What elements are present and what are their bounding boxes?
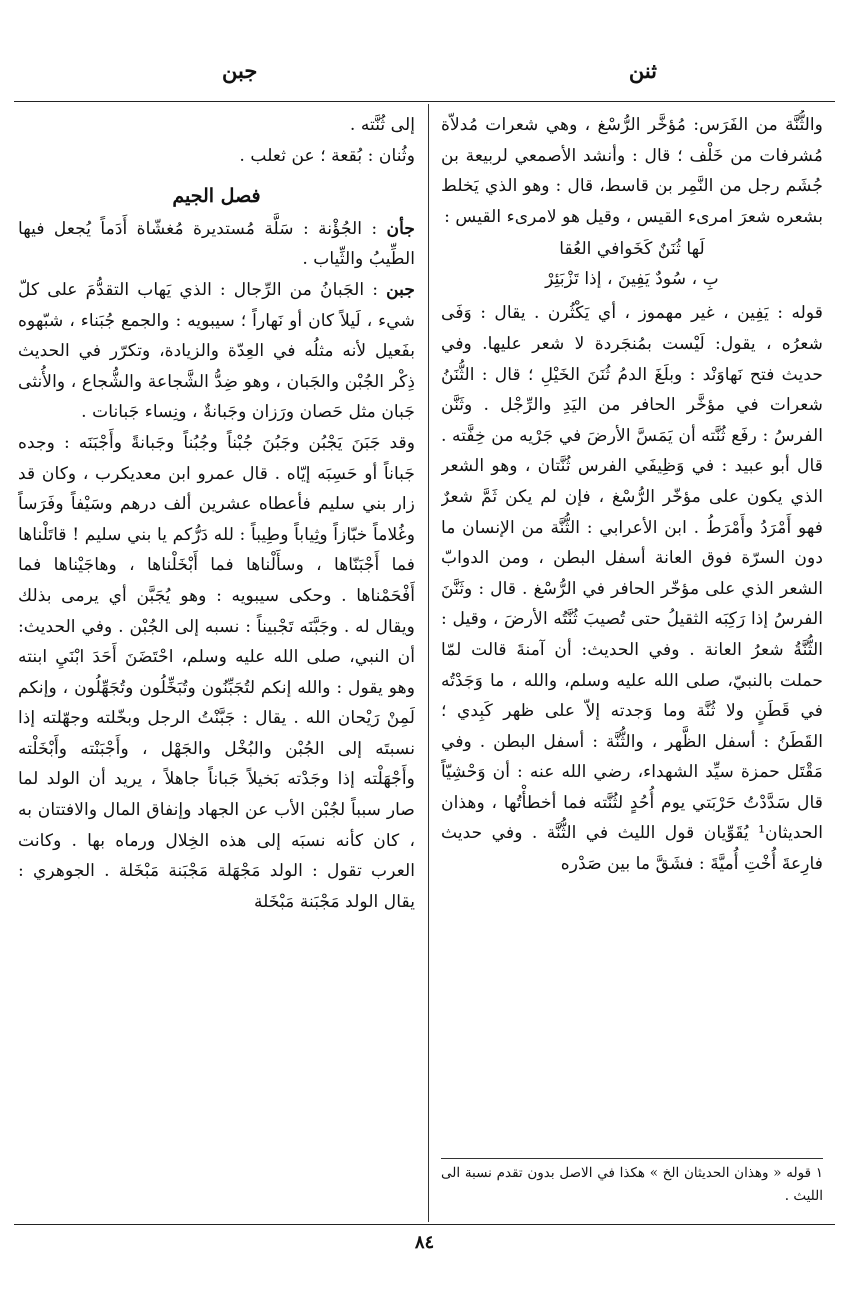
page-header	[0, 58, 849, 88]
verse	[441, 234, 823, 294]
entry-jabn	[18, 275, 415, 428]
left-column	[18, 110, 415, 1210]
entry-head-jabn: جبن	[386, 279, 415, 300]
right-paragraph-2: قوله : يَفِين ، غير مهموز ، أي يَكْثُرن . يقال : وَفَى شعرُه ، يقول: لَيْست بمُنجَردة لا شعر عليها. وفي حديث فتح نَهاوَنْد : وبلَغَ الدمُ ثُنَنَ الخَيْلِ ؛ قال : الثُّنَنُ شعرات في مؤخَّر الحافر من اليَدِ والرِّجْل . وثَنَّن الفرسُ : رفَع ثُنَّته أن يَمَسَّ الأرضَ في جَرْيه من خِفَّته . قال أبو عبيد : في وَظِيفَي الفرس ثُنَّتان ، وهو الشعر الذي يكون على مؤخّر الرُّسْغ ، فإن لم يكن ثَمَّ شعرٌ فهو أَمْرَدُ وأَمْرَطُ . ابن الأعرابي : الثُّنَّة من الإنسان ما دون السرّة فوق العانة أسفل البطن ، ومن الدوابّ الشعر الذي على مؤخّر الحافر في الرُّسْغ . قال : وثَنَّنَ الفرسُ إذا رَكِبَه الثقيلُ حتى تُصيبَ ثُنَّتُه الأرضَ ، وقيل : الثُّنَّةُ شعرُ العانة . وفي الحديث: أن آمنةَ قالت لمّا حملت بالنبيّ، صلى الله عليه وسلم، والله ، ما وَجَدْتُه في قَطَنٍ ولا ثُنَّة وما وَجدته إلاّ على ظهر كَبِدي ؛ القَطَنُ : أسفل الظَّهر ، والثُّنَّة : أسفل البطن . وفي مَقْتَل حمزة سيِّد الشهداء، رضي الله عنه : أن وَحْشِيّاً قال سَدَّدْتُ حَرْبَتي يوم أُحُدٍ لثُنَّته فما أخطأْتُها ، وهذان الحديثان¹ يُقَوِّيان قول الليث في الثُّنَّة . وفي حديث فارِعةَ أُخْتِ أُميَّةَ : فشَقَّ ما بين صَدْره	[441, 303, 823, 875]
page-number: ٨٤	[414, 1232, 435, 1253]
header-root-word-right: ثنن	[628, 58, 657, 83]
section-title: فصل الجيم	[172, 185, 261, 208]
right-column	[441, 110, 823, 1150]
footer-divider	[14, 1224, 835, 1225]
left-paragraph-3: وقد جَبَنَ يَجْبُن وجَبُنَ جُبْناً وجُبُناً وجَبانةً وأَجْبَنَه : وجده جَباناً أو حَسِبَه إيّاه . قال عمرو ابن معديكرب ، وكان قد زار بني سليم فأعطاه عشرين ألف درهم وسَيْفاً وفَرَساً وغُلاماً خبّازاً وثِياباً وطِيباً : لله دَرُّكم يا بني سليم ! قاتَلْناها فما أَجْبَنّاها ، وسأَلْناها فما أَبْخَلْناها ، وهاجَيْناها فما أَفْحَمْناها . وحكى سيبويه : وهو يُجَبَّن أي يرمى بذلك ويقال له . وجَبَّنَه تَجْبيناً : نسبه إلى الجُبْن . وفي الحديث: أن النبي، صلى الله عليه وسلم، احْتَضَنَ أَحَدَ ابْنَيِ ابنته وهو يقول : والله إنكم لتُجَبِّنُون وتُبَخِّلُون وتُجَهِّلُون ، وإنكم لَمِنْ رَيْحان الله . يقال : جَبَّنْتُ الرجل وبخّلته وجهّلته إذا نسبتَه إلى الجُبْن والبُخْل والجَهْل ، وأَجْبَنْته وأَبْخَلْته وأَجْهَلْته إذا وجَدْته بَخيلاً جَباناً جاهلاً ، يريد أن الولد لما صار سبباً لجُبْن الأب عن الجهاد وإنفاق المال والافتتان به ، كان كأنه نسبَه إلى هذه الخِلال ورماه بها . وكانت العرب تقول : الولد مَجْهَلة مَجْبَنة مَبْخَلة . الجوهري : يقال الولد مَجْبَنة مَبْخَلة	[18, 432, 415, 912]
entry-jan	[18, 214, 415, 275]
verse-line-1: لَها ثُنَنٌ كَخَوافي العُقا	[559, 239, 705, 260]
verse-line-2: بِ ، سُودٌ يَفِينَ ، إذا تَزْبَئِرْ	[545, 269, 719, 290]
header-divider	[14, 101, 835, 102]
footnote-divider	[441, 1158, 823, 1159]
footnote: ١ قوله « وهذان الحديثان الخ » هكذا في الاصل بدون تقدم نسبة الى الليث .	[441, 1165, 823, 1204]
column-divider	[428, 104, 429, 1222]
left-paragraph-2: وثُنان : بُقعة ؛ عن ثعلب .	[239, 145, 415, 166]
entry-text-jabn: : الجَبانُ من الرِّجال : الذي يَهاب التقدُّمَ على كلّ شيء ، لَيلاً كان أو نَهاراً ؛ سيبويه : والجمع جُبَناء ، شبّهوه بفَعيل لأنه مثلُه في العِدّة والزيادة، وتكرّر في الحديث ذِكْر الجُبْن والجَبان ، وهو ضِدُّ الشَّجاعة والشُّجاع ، والأُنثى جَبان مثل حَصان ورَزان وجَبانةٌ ، ونِساء جَبانات .	[18, 279, 415, 423]
entry-head-jan: جأن	[386, 218, 415, 239]
entry-text-jan: : الجُؤْنة : سَلَّة مُستديرة مُغشّاة أَدَماً يُجعل فيها الطِّيبُ والثِّياب .	[18, 218, 415, 270]
left-paragraph-1: إلى ثُنَّته .	[349, 115, 415, 135]
right-paragraph-1: والثُّنَّة من الفَرَس: مُؤخَّر الرُّسْغ ، وهي شعرات مُدلاّة مُشرفات من خَلْف ؛ قال : وأنشد الأصمعي لربيعة بن جُشَم رجل من النَّمِر بن قاسط، قال : وهو الذي يَخلط بشعره شعرَ امرىء القيس ، وقيل هو لامرىء القيس :	[441, 115, 823, 227]
header-root-word-left: جبن	[222, 58, 258, 83]
